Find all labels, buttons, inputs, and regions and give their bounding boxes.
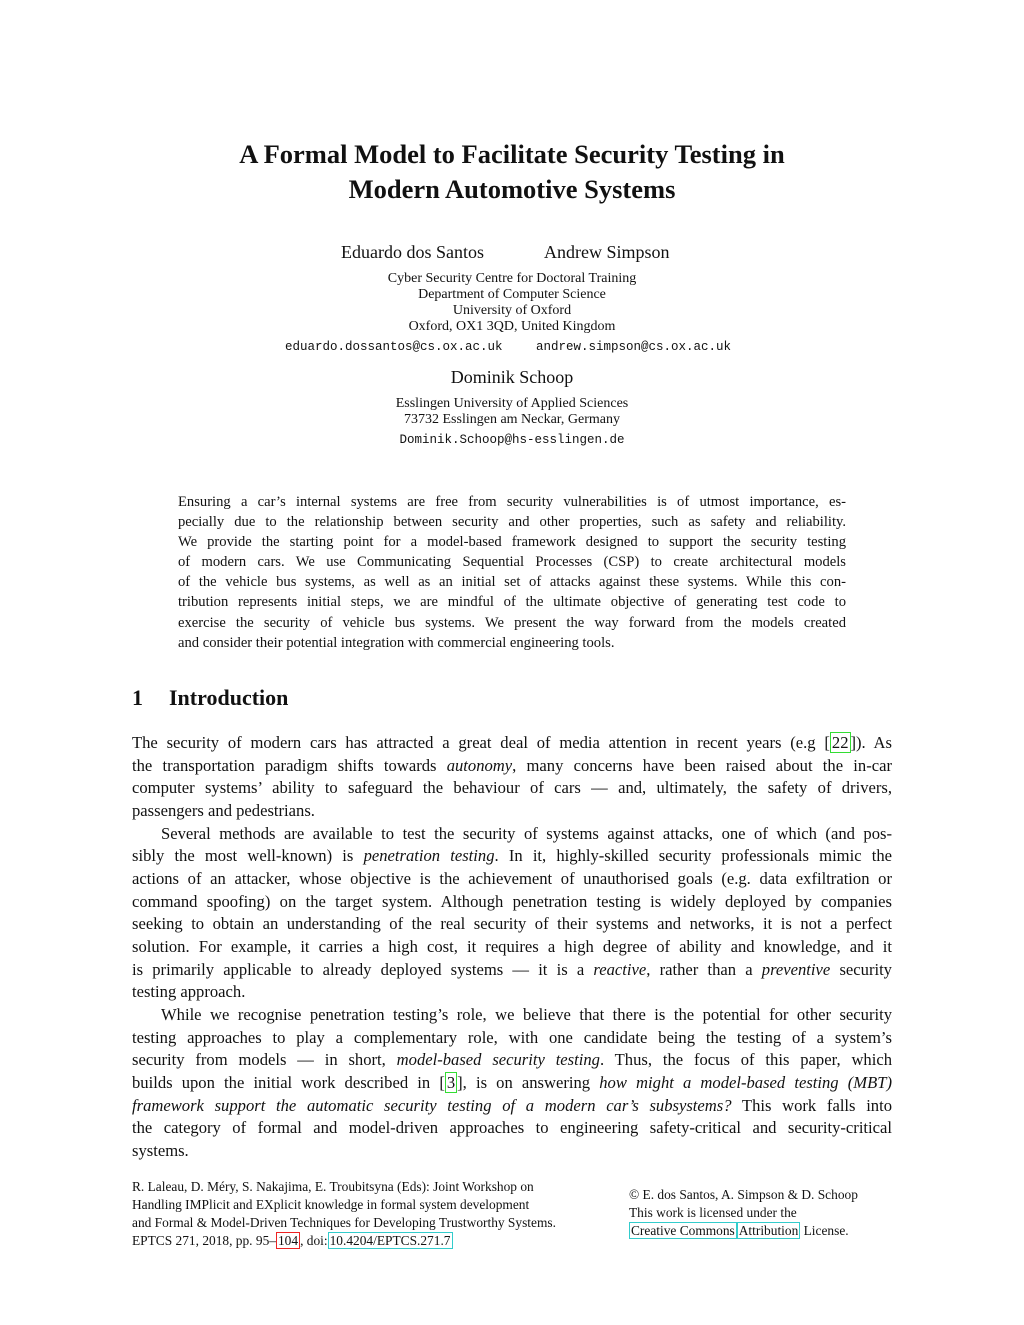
footer-line: R. Laleau, D. Méry, S. Nakajima, E. Troubitsyna (Eds): Joint Workshop on — [132, 1179, 534, 1194]
body-text — [132, 732, 892, 1162]
email-3-wrap — [0, 433, 1024, 447]
email-2: andrew.simpson@cs.ox.ac.uk — [536, 340, 732, 354]
email-3: Dominik.Schoop@hs-esslingen.de — [399, 433, 625, 447]
doi-link[interactable]: 10.4204/EPTCS.271.7 — [329, 1233, 451, 1248]
body-line: The security of modern cars has attracted a great deal of media attention in recent years (e.g [ 22 ]). As — [132, 733, 893, 752]
creative-commons-link[interactable]: Creative Commons — [631, 1223, 735, 1238]
paper-title — [132, 137, 892, 207]
footer-license — [629, 1186, 858, 1240]
abstract — [178, 492, 846, 653]
body-line: the category of formal and model-driven approaches to engineering safety-critical and security-critical — [132, 1118, 892, 1138]
footer-line: Handling IMPlicit and EXplicit knowledge in formal system development — [132, 1197, 530, 1212]
body-line: security from models — in short, model-based security testing. Thus, the focus of this paper, which — [132, 1050, 892, 1070]
title-line-2: Modern Automotive Systems — [348, 174, 676, 204]
body-line: testing approaches to play a complementary role, with one candidate being the testing of a system’s — [132, 1027, 892, 1047]
body-line: actions of an attacker, whose objective is the achievement of unauthorised goals (e.g. data exfiltration or — [132, 868, 892, 888]
body-line: systems. — [132, 1140, 189, 1160]
body-line: is primarily applicable to already deployed systems — it is a reactive, rather than a preventive security — [132, 959, 892, 979]
section-title: Introduction — [169, 685, 289, 710]
last-page-link[interactable]: 104 — [277, 1233, 299, 1248]
footer-line: and Formal & Model-Driven Techniques for Developing Trustworthy Systems. — [132, 1215, 556, 1230]
citation-link[interactable]: 22 — [831, 733, 849, 752]
abstract-line: tribution represents initial steps, we are mindful of the ultimate objective of generating test code to — [178, 594, 846, 611]
section-heading — [132, 685, 288, 711]
abstract-line: Ensuring a car’s internal systems are free from security vulnerabilities is of utmost importance, es- — [178, 494, 846, 510]
abstract-line: of the vehicle bus systems, as well as an initial set of attacks against these systems. While this con- — [178, 574, 846, 591]
abstract-line: of modern cars. We use Communicating Sequential Processes (CSP) to create architectural models — [178, 554, 846, 571]
section-number: 1 — [132, 685, 143, 710]
affiliation-esslingen — [0, 396, 1024, 428]
body-line: testing approach. — [132, 982, 246, 1002]
body-line: sibly the most well-known) is penetration testing. In it, highly-skilled security professionals mimic the — [132, 846, 893, 866]
abstract-line: and consider their potential integration with commercial engineering tools. — [178, 634, 615, 651]
body-line: builds upon the initial work described in [ 3 ], is on answering how might a model-based testing (MBT) — [132, 1072, 892, 1092]
body-line: passengers and pedestrians. — [132, 800, 315, 820]
attribution-link[interactable]: Attribution — [738, 1223, 799, 1238]
affiliation-line: Department of Computer Science — [418, 287, 606, 302]
author-name-1: Eduardo dos Santos — [341, 242, 484, 262]
abstract-line: We provide the starting point for a model-based framework designed to support the security testing — [178, 534, 846, 551]
affiliation-line: 73732 Esslingen am Neckar, Germany — [404, 412, 620, 427]
affiliation-line: Esslingen University of Applied Sciences — [395, 396, 629, 411]
body-line: computer systems’ ability to safeguard the behaviour of cars — and, ultimately, the safety of drivers, — [132, 778, 892, 798]
affiliation-line: Cyber Security Centre for Doctoral Training — [387, 271, 637, 286]
license-links-line: Creative Commons Attribution License. — [631, 1223, 849, 1238]
email-1: eduardo.dossantos@cs.ox.ac.uk — [285, 340, 503, 354]
affiliation-line: Oxford, OX1 3QD, United Kingdom — [408, 319, 616, 334]
author-name-3-wrap — [0, 367, 1024, 388]
author-name-2: Andrew Simpson — [544, 242, 670, 262]
copyright-line: © E. dos Santos, A. Simpson & D. Schoop — [629, 1187, 858, 1202]
body-line: While we recognise penetration testing’s role, we believe that there is the potential for other security — [161, 1004, 892, 1024]
body-line: Several methods are available to test the security of systems against attacks, one of which (and pos- — [161, 823, 892, 843]
body-line: seeking to obtain an understanding of the real security of their systems and networks, it is not a perfect — [132, 914, 892, 934]
affiliation-oxford — [0, 271, 1024, 335]
author-name-3: Dominik Schoop — [450, 367, 574, 387]
body-line: framework support the automatic security testing of a modern car’s subsystems? This work falls into — [132, 1095, 893, 1115]
abstract-line: pecially due to the relationship between security and other properties, such as safety and reliability. — [178, 514, 846, 531]
footer-line: EPTCS 271, 2018, pp. 95– 104 , doi: 10.4204/EPTCS.271.7 — [132, 1233, 451, 1248]
title-line-1: A Formal Model to Facilitate Security Testing in — [239, 139, 785, 169]
abstract-line: exercise the security of vehicle bus systems. We present the way forward from the models created — [178, 614, 846, 631]
footer-publication-info — [132, 1178, 556, 1250]
citation-link[interactable]: 3 — [446, 1072, 456, 1092]
body-line: the transportation paradigm shifts towards autonomy, many concerns have been raised about the in-car — [132, 755, 892, 775]
body-line: solution. For example, it carries a high cost, it requires a high degree of ability and knowledge, and it — [132, 936, 892, 956]
license-line: This work is licensed under the — [629, 1205, 797, 1220]
body-line: command spoofing) on the target system. Although penetration testing is widely deployed by companies — [132, 891, 892, 911]
affiliation-line: University of Oxford — [452, 303, 572, 318]
